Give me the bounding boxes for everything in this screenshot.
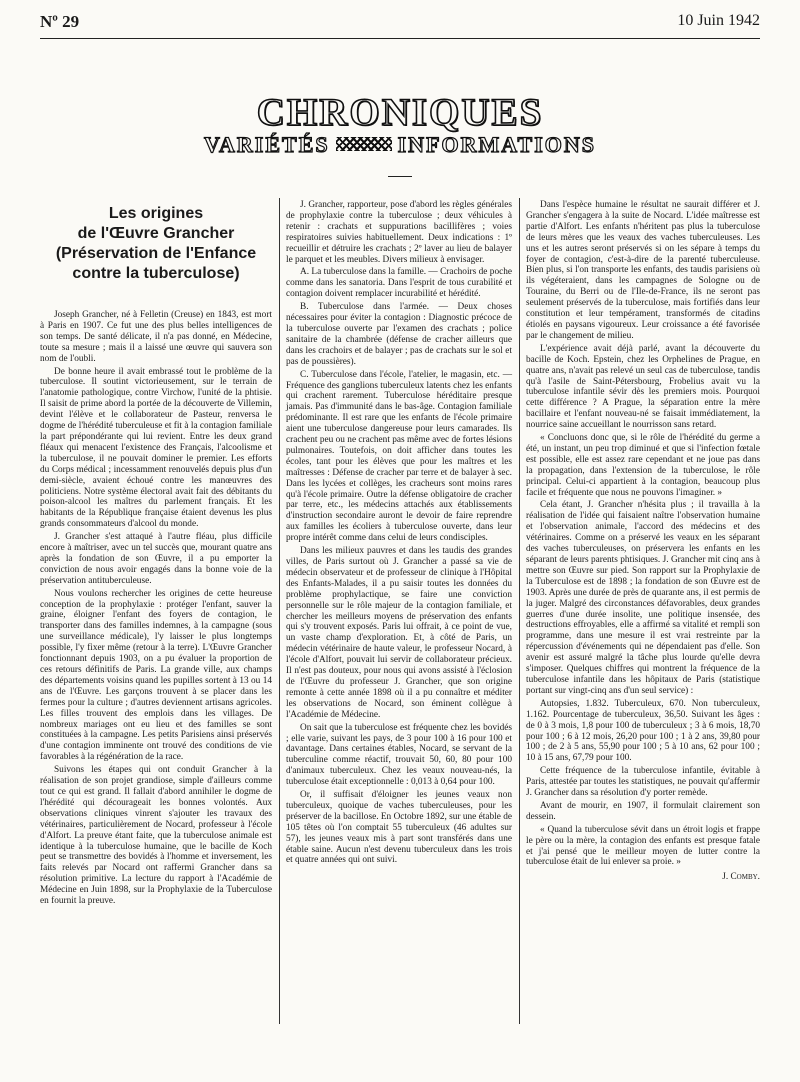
paragraph: C. Tuberculose dans l'école, l'atelier, le magasin, etc. — Fréquence des ganglions tuberculeux latents chez les enfants qui crachent rarement. Tuberculose héréditaire presque jamais. Pas d'immunité dans le bas-âge. Contagion familiale prédominante. Il est rare que les enfants de l'école primaire aient une tuberculose dangereuse pour leurs camarades. Ils crachent peu ou ne crachent pas même avec de fortes lésions pulmonaires. Toutefois, on doit afficher dans toutes les écoles, tant pour les élèves que pour les maîtres et les maîtresses : Défense de cracher par terre et de balayer à sec. Dans les lycées et collèges, les cracheurs sont moins rares qu'à l'école primaire. Outre la défense obligatoire de cracher par terre, etc., les médecins attachés aux établissements d'instruction secondaire auront le devoir de faire reprendre aux familles les écoliers à tuberculose ouverte, dans leur propre intérêt comme dans celui de leurs condisciples. — [286, 369, 512, 544]
issue-date: 10 Juin 1942 — [677, 12, 760, 29]
page-header — [40, 12, 760, 36]
paragraph: Dans les milieux pauvres et dans les taudis des grandes villes, de Paris surtout où J. Grancher a passé sa vie de médecin observateur et de professeur de clinique à l'Hôpital des Enfants-Malades, il a pu saisir toutes les données du problème prophylactique, se faire une conviction personnelle sur le rôle majeur de la contagion familiale, et chercher les meilleurs moyens de préservation des enfants qui s'y trouvent exposés. Paris lui offrait, à ce point de vue, un vaste champ d'exploration. Et, à côté de Paris, un médecin vétérinaire de haute valeur, le professeur Nocard, à l'école d'Alfort, pouvait lui servir de collaborateur précieux. Il n'est pas douteux, pour nous qui avons assisté à l'éclosion de l'Œuvre du professeur J. Grancher, que son origine remonte à cette année 1898 où il a pu connaître et méditer les observations de Nocard, son éminent collègue à l'Académie de Médecine. — [286, 546, 512, 720]
paragraph: Autopsies, 1.832. Tuberculeux, 670. Non tuberculeux, 1.162. Pourcentage de tuberculeux, 36,50. Suivant les âges : de 0 à 3 mois, 1,8 pour 100 de tuberculeux ; 3 à 6 mois, 18,70 pour 100 ; 6 à 12 mois, 26,20 pour 100 ; 1 à 2 ans, 39,80 pour 100 ; de 2 à 5 ans, 55,90 pour 100 ; 5 à 10 ans, 62 pour 100 ; 10 à 15 ans, 67,79 pour 100. — [526, 698, 760, 764]
article-heading: Les origines de l'Œuvre Grancher (Préservation de l'Enfance contre la tuberculose) — [55, 205, 257, 282]
column-1 — [40, 200, 272, 909]
paragraph: Or, il suffisait d'éloigner les jeunes veaux non tuberculeux, quoique de vaches tuberculeuses, pour les préserver de la bacillose. En Octobre 1892, sur une étable de 105 têtes où l'on comptait 55 tuberculeux (46 adultes sur 57), les jeunes veaux mis à part sont transférés dans une étable saine. Aucun n'est devenu tuberculeux dans les trois et quatre années qui ont suivi. — [286, 790, 512, 866]
paragraph: « Concluons donc que, si le rôle de l'hérédité du germe a été, un instant, un peu trop diminué et que si l'infection fœtale est possible, elle est assez rare cependant et ne joue pas dans la propagation, dans l'extension de la tuberculose, le rôle principal. Celui-ci appartient à la contagion, beaucoup plus facile et fréquente que nous ne pouvons l'imaginer. » — [526, 433, 760, 498]
section-subtitle — [0, 132, 800, 158]
subtitle-right: INFORMATIONS — [397, 132, 597, 157]
paragraph: A. La tuberculose dans la famille. — Crachoirs de poche comme dans les sanatoria. Dans l'esprit de tous curabilité et contagion doivent remplacer incurabilité et hérédité. — [286, 267, 512, 300]
column-3 — [526, 200, 760, 883]
issue-number: Nº 29 — [40, 12, 80, 31]
paragraph: Avant de mourir, en 1907, il formulait clairement son dessein. — [526, 800, 760, 822]
title-divider — [388, 176, 412, 177]
paragraph: Suivons les étapes qui ont conduit Grancher à la réalisation de son projet grandiose, simple d'ailleurs comme tout ce qui est grand. Il fallait d'abord annihiler le dogme de l'hérédité qui décourageait les bonnes volontés. Aux observations cliniques vinrent s'ajouter les travaux des vétérinaires, particulièrement de Nocard, professeur à l'école d'Alfort. La preuve étant faite, que la tuberculose animale est identique à la tuberculose humaine, que le bacille de Koch peut se transmettre des bovidés à l'homme et inversement, les faits relevés par Nocard ont raffermi Grancher dans sa résolution primitive. La lecture du rapport à l'Académie de Médecine en Juin 1898, sur la Prophylaxie de la Tuberculose en fournit la preuve. — [40, 765, 272, 907]
paragraph: B. Tuberculose dans l'armée. — Deux choses nécessaires pour éviter la contagion : Diagnostic précoce de la tuberculose ouverte par l'examen des crachats ; police sanitaire de la chambrée (défense de cracher ailleurs que dans les crachoirs et de balayer ; pas de crachats sur le sol et pas de poussières). — [286, 302, 512, 367]
paragraph: J. Grancher, rapporteur, pose d'abord les règles générales de prophylaxie contre la tuberculose ; deux véhicules à retenir : crachats et suppurations bacillifères ; voies respiratoires suivies habituellement. Deux indications : 1º recueillir et détruire les crachats ; 2º laver au lieu de balayer le parquet et les meubles. Divers milieux à envisager. — [286, 200, 512, 265]
paragraph: Dans l'espèce humaine le résultat ne saurait différer et J. Grancher s'engagera à la suite de Nocard. L'idée maîtresse est partie d'Alfort. Les enfants n'héritent pas plus la tuberculose de leurs mères que les veaux des vaches tuberculeuses. Les uns et les autres seront préservés si on les sépare à temps du foyer de contagion, c'est-à-dire de la parenté tuberculeuse. Bien plus, si l'on transporte les enfants, des taudis parisiens où ils végéteraient, dans les campagnes de Sologne ou de Touraine, du Berri ou de l'Ile-de-France, ils ne seront pas seulement préservés de la tuberculose, mais fortifiés dans leur constitution et leur tempérament, transformés de citadins étiolés en paysans vigoureux. Leur croissance a été favorisée par le changement de milieu. — [526, 200, 760, 341]
paragraph: « Quand la tuberculose sévit dans un étroit logis et frappe le père ou la mère, la contagion des enfants est presque fatale et j'ai pensé que le meilleur moyen de lutter contre la tuberculose était de lui enlever sa proie. » — [526, 824, 760, 868]
column-2 — [286, 200, 512, 868]
paragraph: Nous voulons rechercher les origines de cette heureuse conception de la prophylaxie : protéger l'enfant, sauver la graine, éloigner l'enfant des foyers de contagion, le transporter dans des familles indemnes, à la campagne (sous une surveillance médicale), l'y laisser le plus longtemps possible, l'y fixer même (retour à la terre). L'Œuvre Grancher fonctionnant depuis 1903, on a pu évaluer la proportion de ces retours définitifs de Paris. La grande ville, aux champs des départements voisins quand les pupilles sortent à 13 ou 14 ans de l'Œuvre. Les garçons trouvent à se placer dans les fermes pour la culture ; d'autres deviennent artisans agricoles. Les filles trouvent des emplois dans les villages. De nombreux mariages ont eu lieu et des familles se sont constituées à la campagne. Les petits Parisiens ainsi préservés d'une contagion imminente ont trouvé des conditions de vie favorables à la régénération de la race. — [40, 588, 272, 763]
header-rule — [40, 38, 760, 39]
paragraph: Joseph Grancher, né à Felletin (Creuse) en 1843, est mort à Paris en 1907. Ce fut une des plus belles intelligences de son temps. De santé délicate, il n'a pas donné, en Médecine, toute sa mesure ; mais il a laissé une œuvre qui sauvera son nom de l'oubli. — [40, 310, 272, 364]
ornament-icon — [336, 137, 392, 151]
paragraph: Cette fréquence de la tuberculose infantile, évitable à Paris, attestée par toutes les statistiques, ne pouvait qu'affermir J. Grancher dans sa résolution d'y porter remède. — [526, 766, 760, 799]
paragraph: On sait que la tuberculose est fréquente chez les bovidés ; elle varie, suivant les pays, de 3 pour 100 à 16 pour 100 et davantage. Dans certaines étables, Nocard, se servant de la tuberculine comme réactif, trouvait 50, 60, 80 pour 100 d'animaux tuberculeux. Chez les veaux nouveau-nés, la tuberculose était exceptionnelle : 0,013 à 0,64 pour 100. — [286, 722, 512, 788]
column-rule — [519, 198, 520, 1024]
paragraph: J. Grancher s'est attaqué à l'autre fléau, plus difficile encore à maîtriser, avec un tel succès que, mourant quatre ans après la fondation de son Œuvre, il a pu emporter la conviction de nous avoir engagés dans la bonne voie de la préservation antituberculeuse. — [40, 532, 272, 586]
paragraph: L'expérience avait déjà parlé, avant la découverte du bacille de Koch. Epstein, chez les Orphelines de Prague, en quatre ans, n'avait pas relevé un seul cas de tuberculose, tandis qu'à l'asile de Saint-Pétersbourg, Frobelius avait vu la tuberculose infantile sévir dès les premiers mois. Pourquoi cette différence ? A Prague, la séparation entre la mère bacillaire et l'enfant nouveau-né se faisait immédiatement, la nourrice saine accueillant le nourrisson sans retard. — [526, 343, 760, 431]
subtitle-left: VARIÉTÉS — [203, 132, 330, 157]
author-name: J. Comby. — [722, 872, 760, 883]
column-rule — [279, 198, 280, 1024]
paragraph: Cela étant, J. Grancher n'hésita plus ; il travailla à la réalisation de l'idée qui faisaient naître l'observation humaine et l'observation animale, l'accord des médecins et des vétérinaires. Comme on a préservé les veaux en les séparant des vaches tuberculeuses, on préservera les enfants en les séparant de leurs parents phtisiques. J. Grancher mit cinq ans à mettre son Œuvre sur pied. Son rapport sur la Prophylaxie de la Tuberculose est de 1898 ; la fondation de son Œuvre est de 1903. Après une durée de près de quarante ans, il est permis de la juger. Malgré des circonstances défavorables, deux grandes guerres d'une durée insolite, une politique insensée, des destructions effroyables, elle a affirmé sa vitalité et rempli son programme, dans une mesure il est vrai restreinte par la répercussion d'événements qui ne dépendaient pas d'elle. Son avenir est assuré malgré la tâche plus lourde qu'elle devra s'imposer. Quelques chiffres qui montrent la fréquence de la tuberculose infantile dans les hôpitaux de Paris (statistique portant sur vingt-cinq ans d'un seul service) : — [526, 500, 760, 696]
author-signature — [526, 872, 760, 883]
paragraph: De bonne heure il avait embrassé tout le problème de la tuberculose. Il soutint victorieusement, sur le terrain de l'anatomie pathologique, contre Virchow, l'unité de la phtisie. Il saisit de prime abord la portée de la découverte de Villemin, devint l'élève et le collaborateur de Pasteur, renversa le dogme de l'hérédité tuberculeuse et fit à la contagion familiale la part prépondérante qui lui revient. Entre les deux grand fléaux qui menacent l'existence des Français, l'alcoolisme et la tuberculose, il ne pouvait dominer le premier. Les efforts du Corps médical ; incessamment renouvelés depuis plus d'un demi-siècle, avaient échoué contre les manœuvres des politiciens. Notre système électoral avait fait des débitants du poison-alcool les maîtres du parlement français. Et les habitants de la République française étaient devenus les plus grands consommateurs d'alcool du monde. — [40, 366, 272, 530]
section-title: CHRONIQUES — [256, 91, 544, 134]
